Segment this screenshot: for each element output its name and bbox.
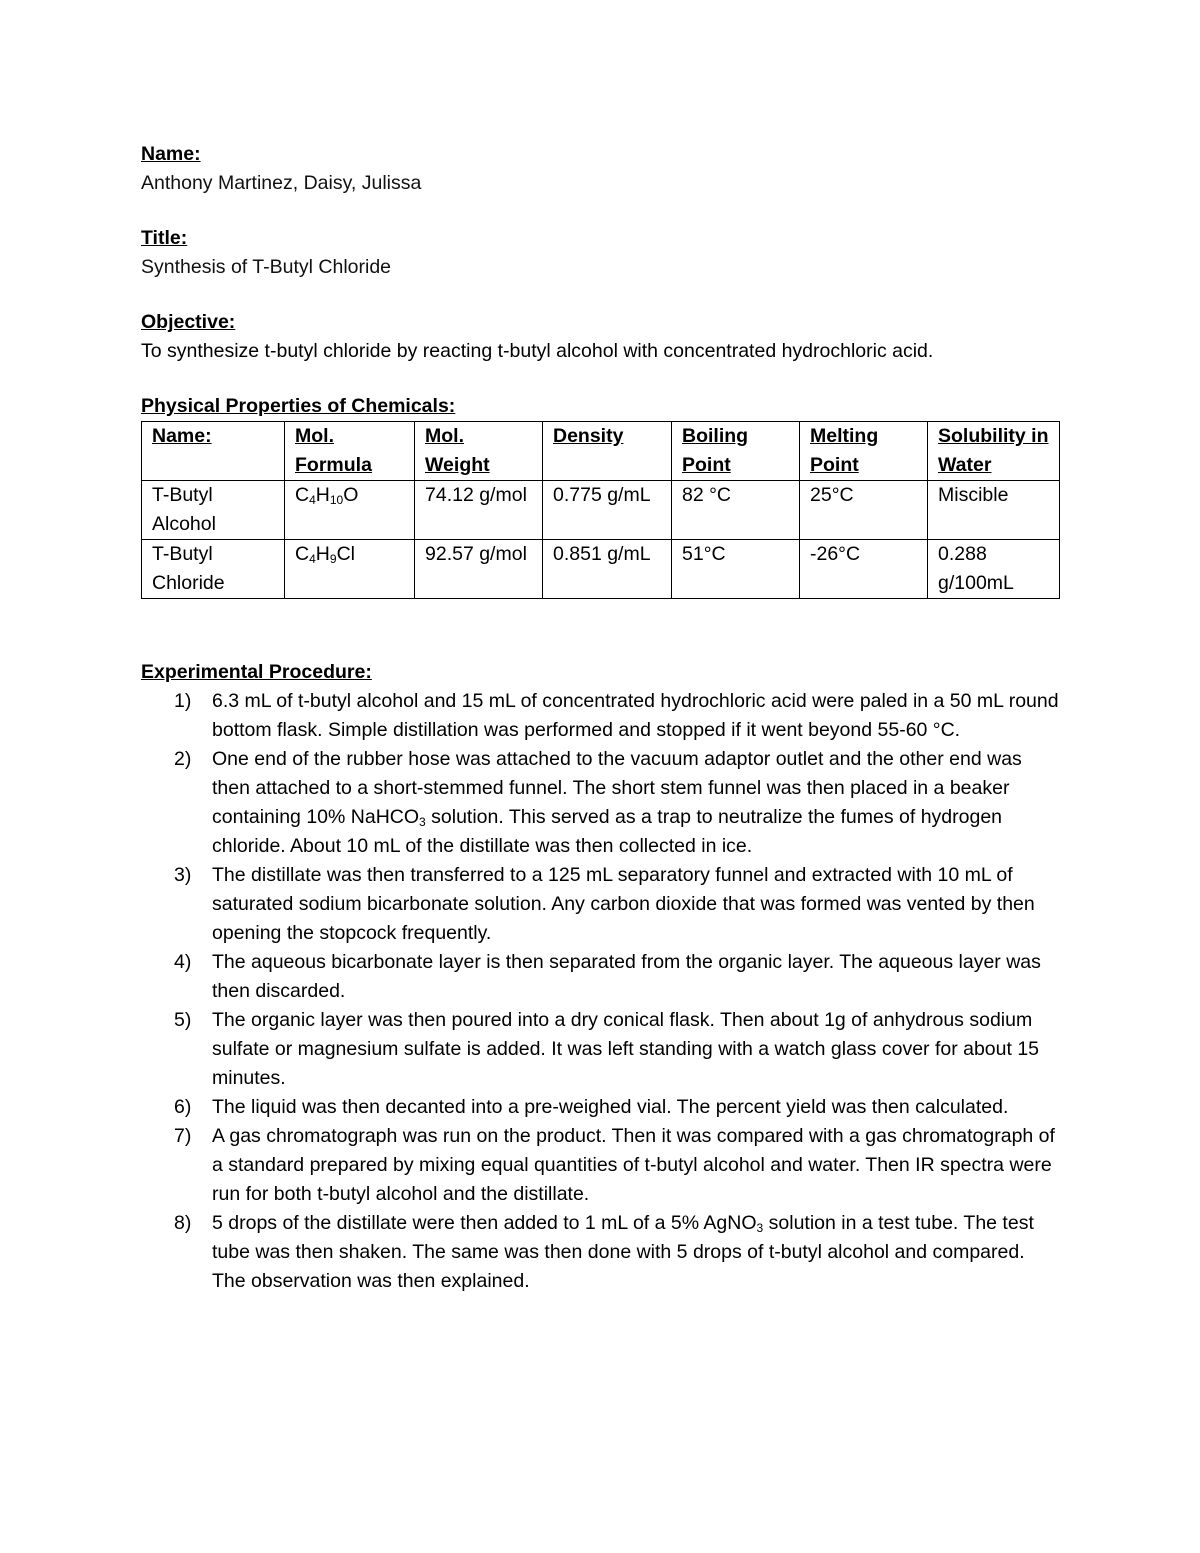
- cell-name: T-Butyl Alcohol: [142, 481, 285, 540]
- column-header: Mol. Formula: [285, 422, 415, 481]
- properties-table: [141, 421, 1060, 599]
- column-header: Mol. Weight: [415, 422, 543, 481]
- properties-heading: Physical Properties of Chemicals:: [141, 395, 456, 417]
- step-number: 4): [174, 951, 192, 973]
- step-text: The aqueous bicarbonate layer is then separated from the organic layer. The aqueous layer was then discarded.: [212, 951, 1041, 1002]
- step-number: 8): [174, 1212, 192, 1234]
- objective-heading: Objective:: [141, 311, 236, 333]
- list-item: [141, 948, 1061, 1006]
- step-number: 1): [174, 690, 192, 712]
- table-header-row: [142, 422, 1060, 481]
- title-heading: Title:: [141, 227, 188, 249]
- cell-solubility: 0.288 g/100mL: [928, 540, 1060, 599]
- procedure-list: [141, 687, 1061, 1296]
- list-item: [141, 1093, 1061, 1122]
- step-number: 2): [174, 748, 192, 770]
- step-text: 5 drops of the distillate were then added to 1 mL of a 5% AgNO$_3$ solution in a test tube. The test tube was then shaken. The same was then done with 5 drops of t-butyl alcohol and compared. The observation was then explained.: [212, 1212, 1034, 1292]
- step-number: 6): [174, 1096, 192, 1118]
- column-header: Name:: [142, 422, 285, 481]
- list-item: [141, 861, 1061, 948]
- step-text: A gas chromatograph was run on the product. Then it was compared with a gas chromatograph of a standard prepared by mixing equal quantities of t-butyl alcohol and water. Then IR spectra were run for both t-butyl alcohol and the distillate.: [212, 1125, 1055, 1205]
- title-value: Synthesis of T-Butyl Chloride: [141, 256, 392, 278]
- cell-density: 0.775 g/mL: [543, 481, 672, 540]
- cell-name: T-Butyl Chloride: [142, 540, 285, 599]
- cell-solubility: Miscible: [928, 481, 1060, 540]
- cell-melting: -26°C: [800, 540, 928, 599]
- column-header: Solubility in Water: [928, 422, 1060, 481]
- procedure-heading: Experimental Procedure:: [141, 661, 372, 683]
- objective-value: To synthesize t-butyl chloride by reacting t-butyl alcohol with concentrated hydrochloric acid.: [141, 340, 934, 362]
- cell-formula: $C_4H_{10}O$: [285, 481, 415, 540]
- step-number: 3): [174, 864, 192, 886]
- step-text: One end of the rubber hose was attached to the vacuum adaptor outlet and the other end was then attached to a short-stemmed funnel. The short stem funnel was then placed in a beaker containing 10% NaHCO$_3$ solution. This served as a trap to neutralize the fumes of hydrogen chloride. About 10 mL of the distillate was then collected in ice.: [212, 748, 1022, 857]
- list-item: [141, 687, 1061, 745]
- name-value: Anthony Martinez, Daisy, Julissa: [141, 172, 422, 194]
- step-text: The organic layer was then poured into a dry conical flask. Then about 1g of anhydrous sodium sulfate or magnesium sulfate is added. It was left standing with a watch glass cover for about 15 minutes.: [212, 1009, 1040, 1089]
- list-item: [141, 1006, 1061, 1093]
- name-heading: Name:: [141, 143, 201, 165]
- step-number: 7): [174, 1125, 192, 1147]
- table-row: [142, 540, 1060, 599]
- cell-boiling: 82 °C: [672, 481, 800, 540]
- step-text: The liquid was then decanted into a pre-weighed vial. The percent yield was then calculated.: [212, 1096, 1009, 1118]
- list-item: [141, 1209, 1061, 1296]
- cell-boiling: 51°C: [672, 540, 800, 599]
- list-item: [141, 745, 1061, 861]
- cell-weight: 74.12 g/mol: [415, 481, 543, 540]
- column-header: Melting Point: [800, 422, 928, 481]
- cell-density: 0.851 g/mL: [543, 540, 672, 599]
- table-row: [142, 481, 1060, 540]
- cell-weight: 92.57 g/mol: [415, 540, 543, 599]
- list-item: [141, 1122, 1061, 1209]
- cell-melting: 25°C: [800, 481, 928, 540]
- step-number: 5): [174, 1009, 192, 1031]
- column-header: Boiling Point: [672, 422, 800, 481]
- step-text: 6.3 mL of t-butyl alcohol and 15 mL of concentrated hydrochloric acid were paled in a 50 mL round bottom flask. Simple distillation was performed and stopped if it went beyond 55-60 °C.: [212, 690, 1059, 741]
- step-text: The distillate was then transferred to a 125 mL separatory funnel and extracted with 10 mL of saturated sodium bicarbonate solution. Any carbon dioxide that was formed was vented by then opening the stopcock frequently.: [212, 864, 1035, 944]
- cell-formula: $C_4H_9Cl$: [285, 540, 415, 599]
- column-header: Density: [543, 422, 672, 481]
- document-page: [141, 140, 1061, 1296]
